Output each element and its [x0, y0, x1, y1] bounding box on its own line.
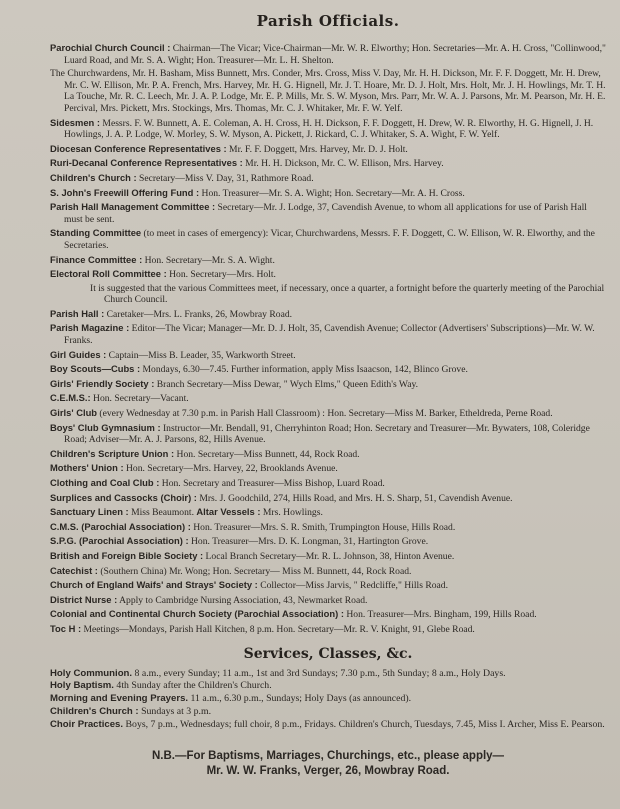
service-item — [50, 719, 606, 731]
entry-heading: Children's Church : — [50, 705, 139, 717]
entry-text: Hon. Secretary—Vacant. — [90, 393, 189, 405]
entry-heading: Church of England Waifs' and Strays' Society : — [50, 579, 258, 591]
entry-heading: Ruri-Decanal Conference Representatives : — [50, 157, 243, 169]
committee-note: It is suggested that the various Committees meet, if necessary, once a quarter, a fortnight before the quarterly meeting of the Parochial Church Council. — [90, 282, 605, 306]
entry-heading: Clothing and Coal Club : — [50, 477, 160, 488]
entry-heading: C.M.S. (Parochial Association) : — [50, 520, 191, 532]
entry-text: Sundays at 3 p.m. — [138, 705, 212, 717]
entry-text: Meetings—Mondays, Parish Hall Kitchen, 8 p.m. Hon. Secretary—Mr. R. V. Knight, 91, Glebe Road. — [81, 623, 475, 635]
official-entry — [50, 322, 606, 346]
nb-notice — [50, 749, 606, 779]
official-entry — [50, 117, 606, 141]
official-entry — [50, 608, 606, 621]
official-entry — [50, 623, 606, 636]
entry-text: Secretary—Mr. J. Lodge, 37, Cavendish Avenue, to whom all applications for use of Parish Hall must be sent. — [64, 202, 587, 225]
entry-heading: Boy Scouts—Cubs : — [50, 363, 141, 375]
official-entry — [50, 462, 606, 475]
entry-text: Caretaker—Mrs. L. Franks, 26, Mowbray Road. — [104, 308, 293, 320]
services-list — [50, 668, 606, 731]
entry-text: The Churchwardens, Mr. H. Basham, Miss Bunnett, Mrs. Conder, Mrs. Cross, Miss V. Day, Mr. H. H. Dickson, Mr. F. F. Doggett, Mr. H. Drew, Mr. C. W. Ellison, Mr. P. A. French, Mrs. Harvey, Mr. H. G. Hignell, Mr. J. T. Hoare, Mr. D. J. Holt, Mrs. Holt, Mr. J. H. Howlings, Mr. T. H. La Touche, Mr. R. C. Leech, Mr. J. A. P. Lodge, Mr. E. P. Mills, Mr. S. W. Myson, Mrs. Parr, Mr. W. A. J. Parsons, Mr. M. Pearson, Mr. H. E. Percival, Mrs. Pickett, Mrs. Stockings, Mrs. Thomas, Mr. C. J. Whitaker, Mr. F. W. Yelf. — [50, 68, 606, 114]
entry-text: Local Branch Secretary—Mr. R. L. Johnson, 38, Hinton Avenue. — [203, 550, 455, 562]
entry-text: Hon. Treasurer—Mrs. D. K. Longman, 31, Hartington Grove. — [188, 536, 429, 548]
official-entry — [50, 448, 606, 461]
services-heading: Services, Classes, &c. — [243, 645, 413, 662]
entry-text: Secretary—Miss V. Day, 31, Rathmore Road. — [136, 172, 314, 184]
service-item — [50, 680, 606, 692]
entry-text: Instructor—Mr. Bendall, 91, Cherryhinton Road; Hon. Secretary and Treasurer—Mr. Bywaters, 108, Coleridge Road; Adviser—Mr. A. J. Parsons, 82, Hills Avenue. — [64, 422, 590, 446]
entry-text: Hon. Treasurer—Mrs. S. R. Smith, Trumpington House, Hills Road. — [190, 521, 456, 533]
entry-text: Mrs. J. Goodchild, 274, Hills Road, and Mrs. H. S. Sharp, 51, Cavendish Avenue. — [196, 492, 513, 504]
entry-heading: British and Foreign Bible Society : — [50, 549, 204, 561]
official-entry — [50, 521, 606, 534]
official-entry — [50, 392, 606, 405]
entry-text: 4th Sunday after the Children's Church. — [113, 680, 272, 692]
page-title: Parish Officials. — [256, 12, 400, 30]
entry-text: Hon. Secretary—Mrs. Harvey, 22, Brooklands Avenue. — [123, 463, 338, 475]
entry-heading: Children's Scripture Union : — [50, 447, 175, 459]
official-entry — [50, 308, 606, 321]
official-entry — [50, 477, 606, 490]
entry-text: Hon. Treasurer—Mrs. Bingham, 199, Hills Road. — [343, 609, 537, 621]
entry-heading: Parochial Church Council : — [50, 42, 171, 53]
official-entry — [50, 157, 606, 170]
entry-text: 8 a.m., every Sunday; 11 a.m., 1st and 3rd Sundays; 7.30 p.m., 5th Sunday; 8 a.m., Holy Days. — [132, 667, 506, 679]
entry-heading: Parish Hall Management Committee : — [50, 201, 216, 213]
official-entry — [50, 254, 606, 267]
official-entry — [50, 187, 606, 200]
entry-heading: Electoral Roll Committee : — [50, 268, 167, 280]
entry-heading: Girl Guides : — [50, 348, 107, 360]
entry-heading: C.E.M.S.: — [50, 392, 91, 404]
entry-text: Hon. Secretary—Mr. S. A. Wight. — [142, 254, 275, 266]
official-entry — [50, 349, 606, 362]
entry-text: Branch Secretary—Miss Dewar, " Wych Elms," Queen Edith's Way. — [154, 378, 419, 390]
official-entry — [50, 172, 606, 185]
official-entry — [50, 378, 606, 391]
entry-text: Hon. Secretary—Miss Bunnett, 44, Rock Road. — [174, 448, 360, 460]
entry-heading: S. John's Freewill Offering Fund : — [50, 186, 200, 198]
entry-heading: Colonial and Continental Church Society (Parochial Association) : — [50, 608, 344, 620]
entry-heading: Sidesmen : — [50, 116, 101, 128]
entry-text: Hon. Secretary and Treasurer—Miss Bishop, Luard Road. — [159, 478, 385, 489]
entry-heading: Parish Hall : — [50, 307, 105, 319]
entry-text: (to meet in cases of emergency): Vicar, Churchwardens, Messrs. F. F. Doggett, C. W. Ellison, W. R. Elworthy, and the Secretaries. — [64, 228, 595, 251]
entry-text: Collector—Miss Jarvis, " Redcliffe," Hills Road. — [257, 580, 448, 592]
official-entry — [50, 201, 606, 225]
entry-text: Mr. F. F. Doggett, Mrs. Harvey, Mr. D. J. Holt. — [226, 143, 408, 155]
entry-heading: Choir Practices. — [50, 718, 124, 730]
entry-text: Mr. H. H. Dickson, Mr. C. W. Ellison, Mrs. Harvey. — [242, 158, 444, 170]
officials-list — [50, 42, 606, 636]
entry-text: Boys, 7 p.m., Wednesdays; full choir, 8 p.m., Fridays. Children's Church, Tuesdays, 7.45, Miss I. Archer, Miss E. Pearson. — [123, 718, 605, 730]
entry-heading: Toc H : — [50, 622, 82, 634]
official-entry — [50, 506, 606, 519]
official-entry — [50, 268, 606, 281]
entry-text: Miss Beaumont. — [128, 507, 194, 519]
service-item — [50, 668, 606, 680]
entry-text: Editor—The Vicar; Manager—Mr. D. J. Holt, 35, Cavendish Avenue; Collector (Advertisers' Subscriptions)—Mr. W. W. Franks. — [64, 323, 595, 347]
entry-heading: Sanctuary Linen : — [50, 506, 129, 518]
service-item — [50, 706, 606, 718]
official-entry — [50, 535, 606, 548]
entry-heading: Finance Committee : — [50, 253, 143, 265]
official-entry — [50, 565, 606, 578]
entry-text: Chairman—The Vicar; Vice-Chairman—Mr. W. R. Elworthy; Hon. Secretaries—Mr. A. H. Cross, "Collinwood," Luard Road, and Mr. S. A. Wight; Hon. Treasurer—Mr. L. H. Shelton. — [64, 43, 606, 66]
entry-text: Mondays, 6.30—7.45. Further information, apply Miss Isaacson, 142, Blinco Grove. — [140, 364, 468, 376]
entry-text-2: Mrs. Howlings. — [260, 507, 323, 519]
entry-text: Apply to Cambridge Nursing Association, 43, Newmarket Road. — [117, 594, 368, 606]
nb-line-2: Mr. W. W. Franks, Verger, 26, Mowbray Road. — [206, 764, 450, 777]
entry-heading: S.P.G. (Parochial Association) : — [50, 535, 189, 547]
official-entry — [50, 68, 606, 114]
official-entry — [50, 407, 606, 420]
entry-text: Hon. Secretary—Mrs. Holt. — [166, 269, 276, 281]
official-entry — [50, 492, 606, 505]
official-entry — [50, 594, 606, 607]
official-entry — [50, 422, 606, 446]
entry-heading-2: Altar Vessels : — [196, 506, 261, 518]
entry-heading: Standing Committee — [50, 227, 142, 239]
entry-heading: Surplices and Cassocks (Choir) : — [50, 491, 197, 503]
official-entry — [50, 42, 606, 66]
entry-text: 11 a.m., 6.30 p.m., Sundays; Holy Days (as announced). — [188, 693, 412, 705]
entry-heading: Mothers' Union : — [50, 462, 124, 474]
entry-heading: Holy Communion. — [50, 667, 133, 679]
entry-heading: Holy Baptism. — [50, 680, 114, 692]
official-entry — [50, 363, 606, 376]
entry-heading: Girls' Club — [50, 407, 98, 419]
nb-line-1: N.B.—For Baptisms, Marriages, Churchings, etc., please apply— — [151, 749, 505, 762]
entry-heading: District Nurse : — [50, 593, 118, 605]
entry-text: (Southern China) Mr. Wong; Hon. Secretary— Miss M. Bunnett, 44, Rock Road. — [97, 565, 412, 577]
official-entry — [50, 227, 606, 251]
entry-heading: Diocesan Conference Representatives : — [50, 142, 227, 154]
entry-heading: Children's Church : — [50, 171, 137, 183]
service-item — [50, 693, 606, 705]
entry-text: Hon. Treasurer—Mr. S. A. Wight; Hon. Secretary—Mr. A. H. Cross. — [199, 187, 465, 199]
entry-text: Messrs. F. W. Bunnett, A. E. Coleman, A. H. Cross, H. H. Dickson, F. F. Doggett, H. Drew, W. R. Elworthy, H. G. Hignell, J. H. Howlings, J. A. P. Lodge, W. Morley, S. W. Myson, A. Pickett, J. Rickard, C. J. Whitaker, S. A. Wight, F. W. Yelf. — [64, 117, 594, 141]
entry-heading: Morning and Evening Prayers. — [50, 693, 189, 705]
official-entry — [50, 550, 606, 563]
entry-heading: Parish Magazine : — [50, 322, 130, 334]
entry-text: Captain—Miss B. Leader, 35, Warkworth Street. — [106, 349, 296, 361]
entry-heading: Boys' Club Gymnasium : — [50, 421, 161, 433]
official-entry — [50, 143, 606, 156]
entry-text: (every Wednesday at 7.30 p.m. in Parish Hall Classroom) : Hon. Secretary—Miss M. Barker, Etheldreda, Perne Road. — [97, 408, 553, 420]
entry-heading: Catechist : — [50, 564, 98, 576]
official-entry — [50, 579, 606, 592]
entry-heading: Girls' Friendly Society : — [50, 377, 155, 389]
